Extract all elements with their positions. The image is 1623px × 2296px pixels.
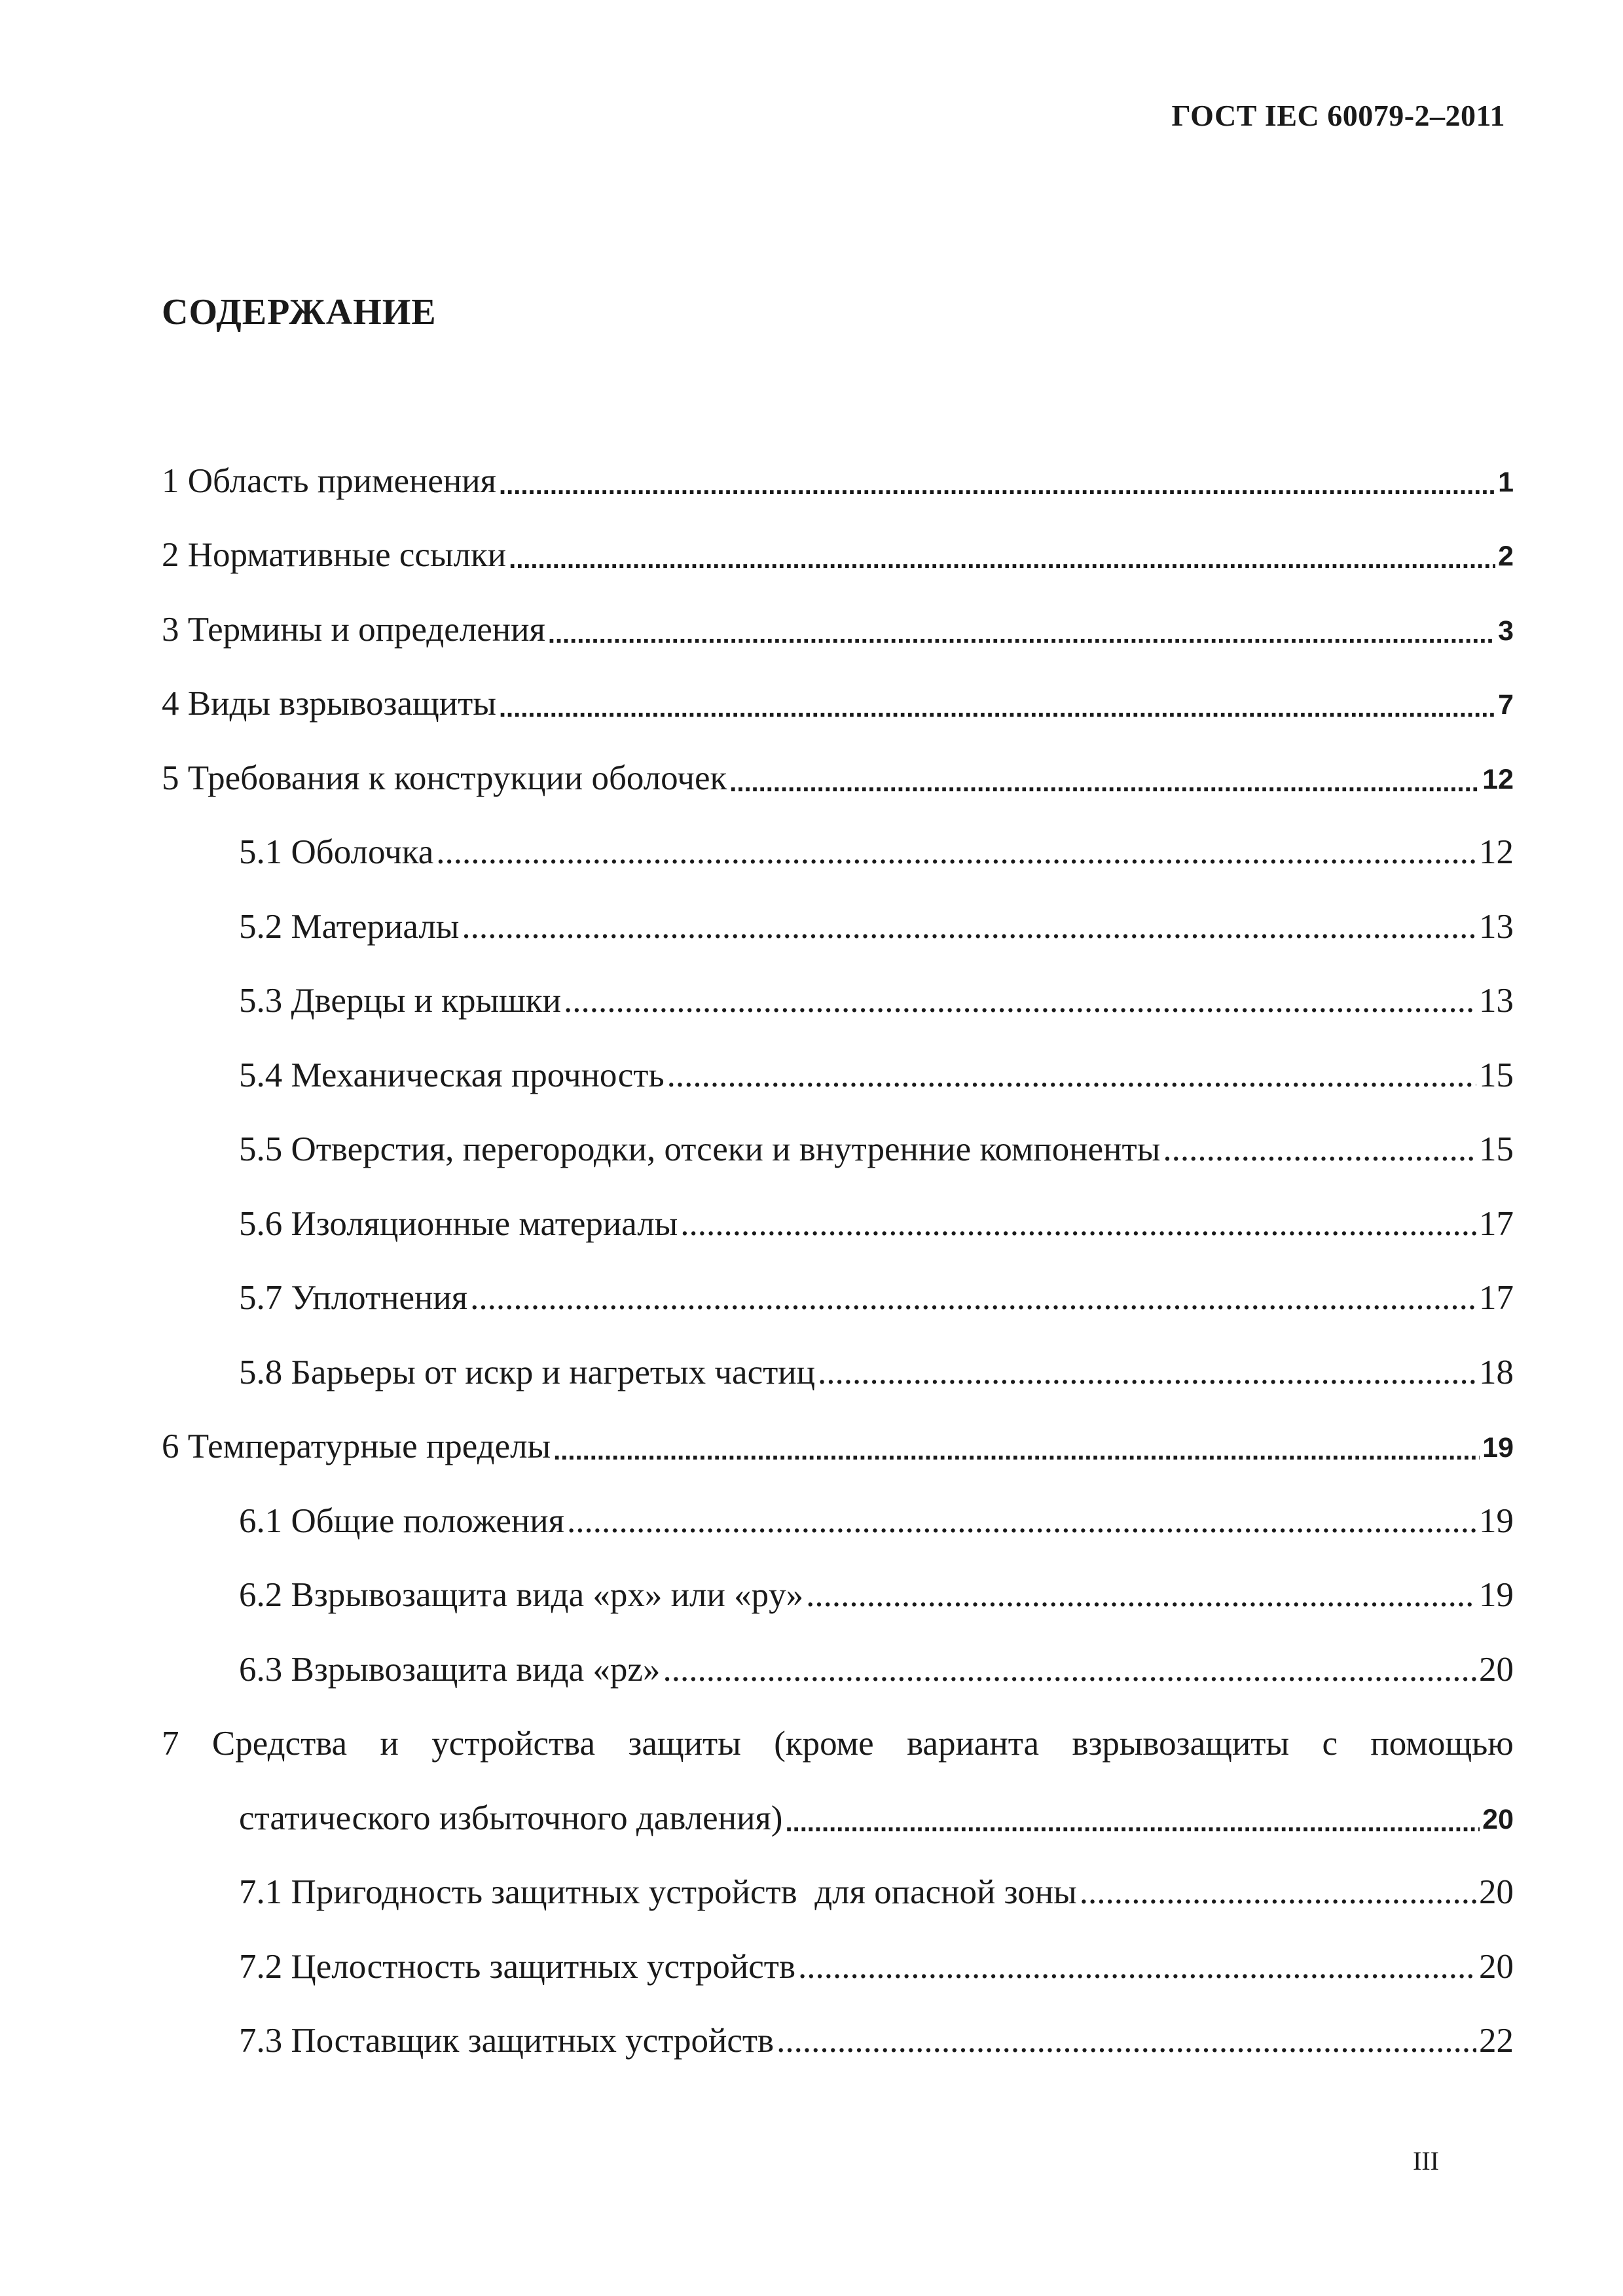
toc-entry-page: 20 [1482, 1803, 1514, 1835]
toc-entry-label: 5.2 Материалы [239, 907, 460, 946]
toc-leader-dots [663, 1653, 1476, 1687]
toc-entry-2[interactable] [162, 499, 1514, 573]
toc-entry-page: 18 [1479, 1353, 1514, 1391]
toc-entry-7-1[interactable] [162, 1836, 1514, 1910]
toc-leader-dots [462, 910, 1476, 944]
table-of-contents [162, 424, 1514, 2058]
toc-entry-label: 7.2 Целостность защитных устройств [239, 1947, 795, 1986]
toc-entry-7[interactable] [162, 1687, 1514, 1836]
toc-word: и [380, 1725, 399, 1763]
toc-leader-dots [798, 1950, 1476, 1984]
toc-entry-5-4[interactable] [162, 1018, 1514, 1093]
toc-entry-page: 12 [1482, 763, 1514, 795]
toc-leader-dots [667, 1058, 1476, 1093]
toc-entry-7-2[interactable] [162, 1910, 1514, 1984]
toc-entry-label: 5.1 Оболочка [239, 833, 434, 871]
toc-word: Средства [211, 1725, 348, 1763]
toc-entry-page: 3 [1498, 615, 1514, 647]
toc-leader-dots [470, 1281, 1476, 1316]
toc-leader-dots [806, 1578, 1476, 1613]
toc-leader-dots [729, 770, 1480, 796]
toc-entry-7-3[interactable] [162, 1984, 1514, 2059]
toc-entry-page: 1 [1498, 466, 1514, 498]
toc-entry-label: 3 Термины и определения [162, 610, 545, 649]
toc-leader-dots [785, 1810, 1480, 1836]
toc-entry-page: 15 [1479, 1130, 1514, 1168]
toc-entry-page: 19 [1479, 1501, 1514, 1540]
toc-leader-dots [499, 473, 1495, 499]
toc-entry-label: 2 Нормативные ссылки [162, 536, 507, 574]
toc-word: с [1322, 1725, 1338, 1763]
toc-entry-label: 5.7 Уплотнения [239, 1279, 468, 1317]
toc-entry-5-5[interactable] [162, 1093, 1514, 1168]
toc-entry-page: 15 [1479, 1056, 1514, 1094]
toc-entry-page: 2 [1498, 541, 1514, 572]
toc-entry-6[interactable] [162, 1390, 1514, 1465]
toc-entry-label: статического избыточного давления) [239, 1799, 783, 1837]
page-number: III [1413, 2146, 1439, 2176]
toc-entry-label: 4 Виды взрывозащиты [162, 685, 496, 723]
toc-entry-label: 5.5 Отверстия, перегородки, отсеки и внутренние компоненты [239, 1130, 1161, 1168]
toc-leader-dots [818, 1355, 1476, 1390]
toc-entry-6-2[interactable] [162, 1539, 1514, 1613]
toc-entry-3[interactable] [162, 573, 1514, 647]
contents-title: СОДЕРЖАНИЕ [162, 292, 437, 332]
toc-word: защиты [628, 1725, 741, 1763]
toc-entry-label-line2 [162, 1761, 1514, 1836]
toc-entry-page: 17 [1479, 1204, 1514, 1243]
toc-entry-page: 20 [1479, 1650, 1514, 1689]
toc-entry-5-7[interactable] [162, 1242, 1514, 1316]
toc-entry-page: 12 [1479, 833, 1514, 871]
toc-entry-page: 17 [1479, 1279, 1514, 1317]
toc-entry-page: 20 [1479, 1873, 1514, 1911]
toc-entry-label: 5.6 Изоляционные материалы [239, 1204, 678, 1243]
toc-word: взрывозащиты [1072, 1725, 1290, 1763]
toc-leader-dots [436, 835, 1476, 870]
toc-entry-label: 7.1 Пригодность защитных устройств для опасной зоны [239, 1873, 1077, 1911]
toc-leader-dots [499, 695, 1495, 721]
toc-entry-label: 6.1 Общие положения [239, 1501, 565, 1540]
toc-entry-5-1[interactable] [162, 796, 1514, 870]
toc-entry-label: 5 Требования к конструкции оболочек [162, 759, 727, 797]
toc-entry-6-3[interactable] [162, 1613, 1514, 1687]
toc-entry-5[interactable] [162, 721, 1514, 796]
toc-entry-5-8[interactable] [162, 1316, 1514, 1390]
toc-leader-dots [1080, 1875, 1476, 1910]
toc-entry-page: 19 [1479, 1576, 1514, 1614]
toc-leader-dots [564, 984, 1476, 1018]
toc-entry-1[interactable] [162, 424, 1514, 499]
toc-leader-dots [548, 621, 1495, 647]
toc-word: помощью [1370, 1725, 1514, 1763]
toc-leader-dots [553, 1438, 1480, 1464]
toc-entry-page: 13 [1479, 982, 1514, 1020]
toc-leader-dots [567, 1504, 1476, 1539]
toc-entry-5-2[interactable] [162, 870, 1514, 944]
toc-entry-page: 7 [1498, 689, 1514, 721]
toc-leader-dots [509, 547, 1495, 573]
document-code-header: ГОСТ IEC 60079-2–2011 [1171, 99, 1505, 132]
toc-entry-label: 7.3 Поставщик защитных устройств [239, 2022, 775, 2060]
toc-word: (кроме [774, 1725, 874, 1763]
toc-word: варианта [907, 1725, 1040, 1763]
toc-entry-label: 5.8 Барьеры от искр и нагретых частиц [239, 1353, 815, 1391]
toc-word: 7 [162, 1725, 179, 1763]
toc-entry-label: 5.3 Дверцы и крышки [239, 982, 562, 1020]
toc-entry-label: 6.3 Взрывозащита вида «pz» [239, 1650, 661, 1689]
toc-entry-label: 1 Область применения [162, 461, 497, 500]
toc-entry-page: 20 [1479, 1947, 1514, 1986]
toc-entry-label-line1 [162, 1687, 1514, 1762]
toc-entry-label: 5.4 Механическая прочность [239, 1056, 665, 1094]
toc-entry-page: 19 [1482, 1432, 1514, 1463]
toc-entry-label: 6 Температурные пределы [162, 1427, 551, 1465]
toc-leader-dots [1163, 1132, 1476, 1167]
toc-entry-4[interactable] [162, 647, 1514, 722]
toc-word: устройства [431, 1725, 596, 1763]
toc-leader-dots [776, 2024, 1476, 2058]
toc-entry-6-1[interactable] [162, 1464, 1514, 1539]
toc-entry-page: 22 [1479, 2022, 1514, 2060]
toc-entry-5-3[interactable] [162, 944, 1514, 1019]
toc-entry-page: 13 [1479, 907, 1514, 946]
toc-leader-dots [680, 1207, 1476, 1242]
toc-entry-5-6[interactable] [162, 1167, 1514, 1242]
toc-entry-label: 6.2 Взрывозащита вида «px» или «py» [239, 1576, 804, 1614]
